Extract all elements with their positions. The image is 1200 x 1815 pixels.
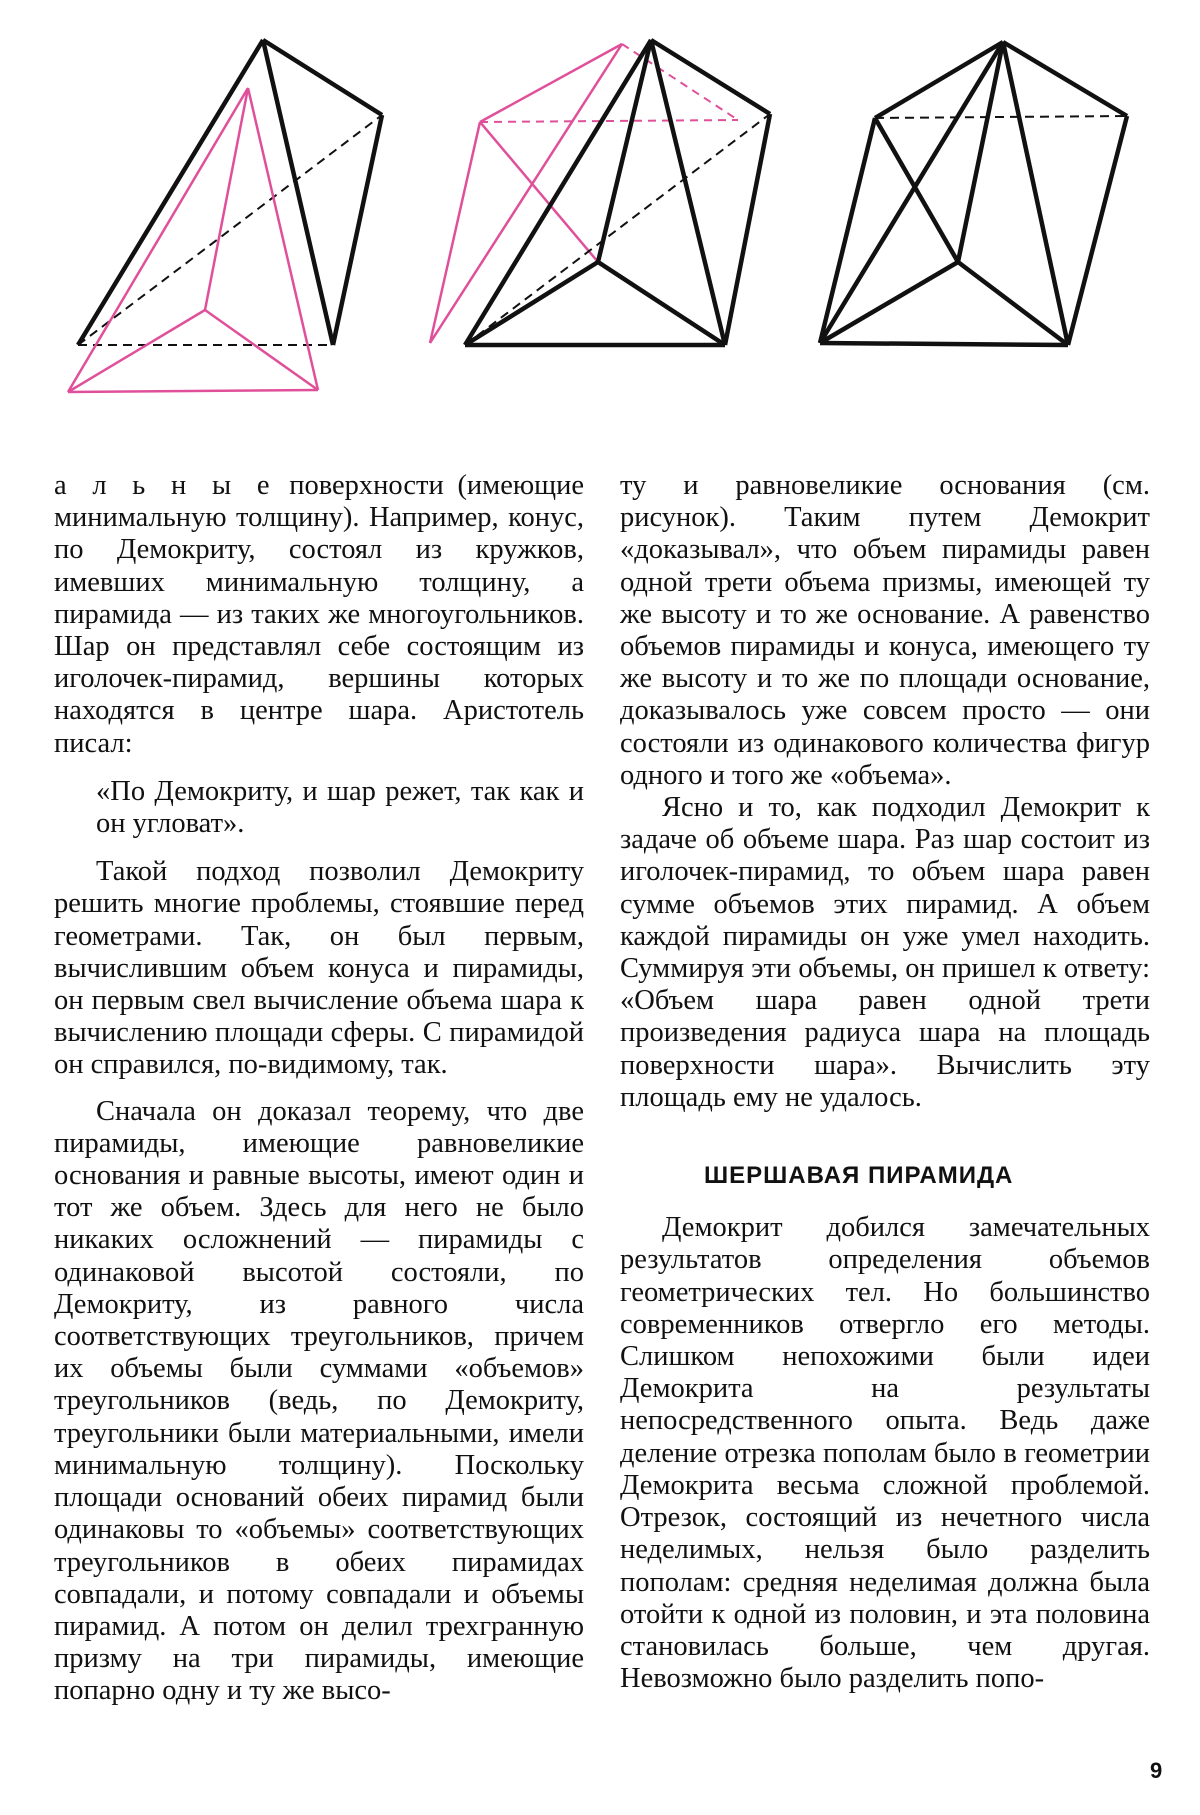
left-paragraph-1-text: поверхности (имеющие минимальную толщину). Например, конус, по Демокриту, состоял из кружков, имевших минимальную толщину, а пирамида — из таких же многоугольников. Шар он представлял себе состоящим из иголочек-пирамид, вершины которых находятся в центре шара. Аристотель писал: [54,470,585,759]
prism-decomposition-figure [0,0,1200,420]
left-paragraph-3: Сначала он доказал теорему, что две пирамиды, имеющие равновеликие основания и равные высоты, имеют один и тот же объем. Здесь для него не было никаких осложнений — пирамиды с одинаковой высотой состояли, по Демокриту, из равного числа соответствующих треугольников, причем их объемы были суммами «объемов» треугольников (ведь, по Демокриту, треугольники были материальными, имели минимальную толщину). Поскольку площади оснований обеих пирамид были одинаковы то «объемы» соответствующих треугольников в обеих пирамидах совпадали, и потому совпадали и объемы пирамид. А потом он делил трехгранную призму на три пирамиды, имеющие попарно одну и ту же высо- [54,1095,584,1707]
right-text-column [620,470,1150,1695]
section-heading: ШЕРШАВАЯ ПИРАМИДА [704,1162,1014,1190]
page-number: 9 [1150,1758,1163,1783]
right-paragraph-3: Демокрит добился замечательных результатов определения объемов геометрических тел. Но большинство современников отвергло его методы. Слишком непохожими были идеи Демокрита на результаты непосредственного опыта. Ведь даже деление отрезка пополам было в геометрии Демокрита весьма сложной проблемой. Отрезок, состоящий из нечетного числа неделимых, нельзя было разделить пополам: средняя неделимая должна была отойти к одной из половин, и эта половина становилась больше, чем другая. Невозможно было разделить попо- [620,1212,1150,1695]
figure-3-prism-three-pyramids [820,42,1127,345]
left-paragraph-2: Такой подход позволил Демокриту решить многие проблемы, стоявшие перед геометрами. Так, он был первым, вычислившим объем конуса и пирамиды, он первым свел вычисление объема шара к вычислению площади сферы. С пирамидой он справился, по-видимому, так. [54,856,584,1081]
left-text-column [54,470,584,1708]
figure-1-prism-with-pyramid [68,40,382,392]
left-paragraph-1 [54,470,584,760]
right-paragraph-2: Ясно и то, как подходил Демокрит к задаче об объеме шара. Раз шар состоит из иголочек-пирамид, то объем шара равен сумме объемов этих пирамид. А объем каждой пирамиды он уже умел находить. Суммируя эти объемы, он пришел к ответу: «Объем шара равен одной трети произведения радиуса шара на площадь поверхности шара». Вычислить эту площадь ему не удалось. [620,792,1150,1113]
aristotle-quote: «По Демокриту, и шар режет, так как и он угловат». [96,775,584,840]
right-paragraph-1: ту и равновеликие основания (см. рисунок). Таким путем Демокрит «доказывал», что объем пирамиды равен одной трети объема призмы, имеющей ту же высоту и то же основание. А равенство объемов пирамиды и конуса, имеющего ту же высоту и то же по площади основание, доказывалось уже совсем просто — они состояли из одинакового количества фигур одного и того же «объема». [620,470,1150,791]
figure-2-pyramid-split [430,40,770,345]
spaced-word: а л ь н ы е [54,470,276,501]
